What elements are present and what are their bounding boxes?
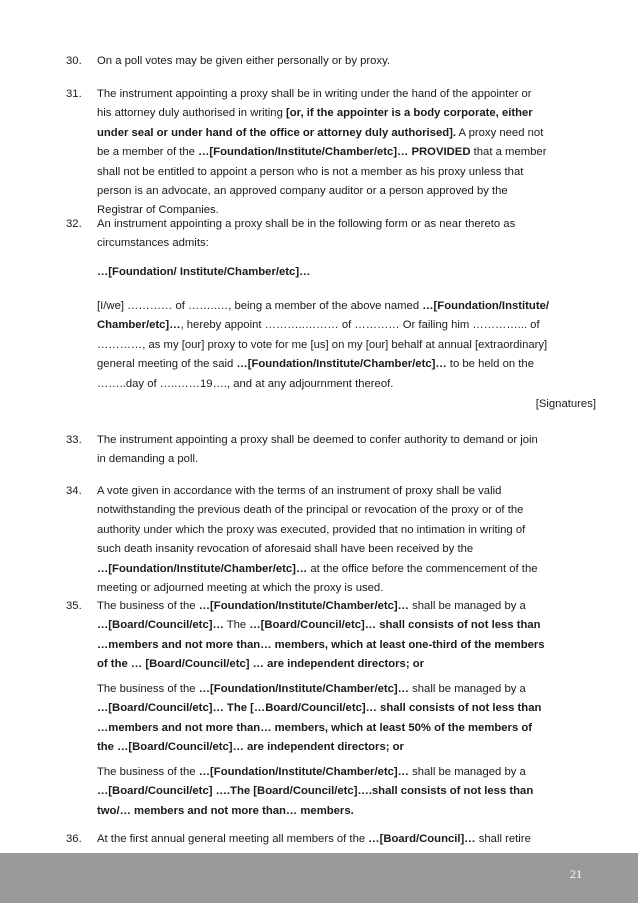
clause-text: shall not be entitled to appoint a person who is not a member as his proxy unless that [97, 165, 524, 178]
clause-text: At the first annual general meeting all members of the …[Board/Council]… shall retire [97, 833, 531, 845]
page-footer [0, 853, 638, 903]
proxy-form-body [97, 297, 597, 394]
clause-number: 31. [66, 88, 82, 100]
clause-number: 32. [66, 218, 82, 230]
clause-number: 33. [66, 434, 82, 446]
clause-text: such death insanity revocation of aforesaid shall have been received by the [97, 543, 474, 556]
signatures-label: [Signatures] [535, 398, 596, 410]
form-text: Chamber/etc]…, hereby appoint ………..……… of ………… Or failing him …………... of [97, 319, 540, 332]
clause-text: the …[Board/Council/etc]… are independent directors; or [97, 741, 404, 754]
clause-text: his attorney duly authorised in writing [or, if the appointer is a body corporate, either [97, 107, 533, 120]
clause-text: …[Board/Council/etc]… The …[Board/Council/etc]… shall consists of not less than [97, 619, 541, 632]
clause-text: A vote given in accordance with the terms of an instrument of proxy shall be valid [97, 485, 502, 497]
clause-text: under seal or under hand of the office or attorney duly authorised]. A proxy need not [97, 126, 544, 139]
clause-text: circumstances admits: [97, 237, 209, 250]
clause-text: authority under which the proxy was executed, provided that no intimation in writing of [97, 523, 526, 536]
clause-text: An instrument appointing a proxy shall be in the following form or as near thereto as [97, 218, 516, 230]
form-text: general meeting of the said …[Foundation/Institute/Chamber/etc]… to be held on the [97, 358, 534, 371]
proxy-form-heading: …[Foundation/ Institute/Chamber/etc]… [97, 266, 311, 278]
clause-text: in demanding a poll. [97, 453, 199, 466]
clause-text: …[Board/Council/etc]… The […Board/Council/etc]… shall consists of not less than [97, 702, 542, 715]
clause-number: 34. [66, 485, 82, 497]
clause-text: of the … [Board/Council/etc] … are independent directors; or [97, 658, 425, 671]
clause-number: 30. [66, 55, 82, 67]
form-text: ……..day of …..……19…., and at any adjournment thereof. [97, 377, 394, 390]
clause-text: meeting or adjourned meeting at which the proxy is used. [97, 582, 384, 595]
clause-35-option-b [97, 680, 597, 758]
clause-text: The business of the …[Foundation/Institute/Chamber/etc]… shall be managed by a [97, 766, 526, 778]
clause-text: The instrument appointing a proxy shall be deemed to confer authority to demand or join [97, 434, 538, 446]
form-text: …………, as my [our] proxy to vote for me [us] on my [our] behalf at annual [extraordinary] [97, 338, 548, 351]
clause-text: be a member of the …[Foundation/Institute/Chamber/etc]… PROVIDED that a member [97, 146, 547, 159]
clause-text: …members and not more than… members, which at least 50% of the members of [97, 721, 533, 734]
clause-text: person is an advocate, an approved company auditor or a person approved by the [97, 185, 508, 198]
form-text: [I/we] ………… of ……..…, being a member of the above named …[Foundation/Institute/ [97, 300, 550, 312]
clause-number: 35. [66, 600, 82, 612]
page-number: 21 [570, 867, 582, 881]
clause-text: The business of the …[Foundation/Institute/Chamber/etc]… shall be managed by a [97, 600, 526, 612]
clause-text: On a poll votes may be given either personally or by proxy. [97, 55, 391, 67]
clause-text: Registrar of Companies. [97, 204, 219, 217]
clause-35-option-c [97, 763, 597, 821]
clause-text: …[Board/Council/etc] ….The [Board/Council/etc]….shall consists of not less than [97, 785, 534, 798]
clause-text: The instrument appointing a proxy shall be in writing under the hand of the appointer or [97, 88, 532, 100]
clause-text: two/… members and not more than… members. [97, 804, 354, 817]
clause-number: 36. [66, 833, 82, 845]
clause-text: The business of the …[Foundation/Institute/Chamber/etc]… shall be managed by a [97, 683, 526, 695]
clause-text: …[Foundation/Institute/Chamber/etc]… at the office before the commencement of the [97, 562, 538, 575]
clause-text: …members and not more than… members, which at least one-third of the members [97, 638, 545, 651]
clause-text: notwithstanding the previous death of the principal or revocation of the proxy or of the [97, 504, 524, 517]
